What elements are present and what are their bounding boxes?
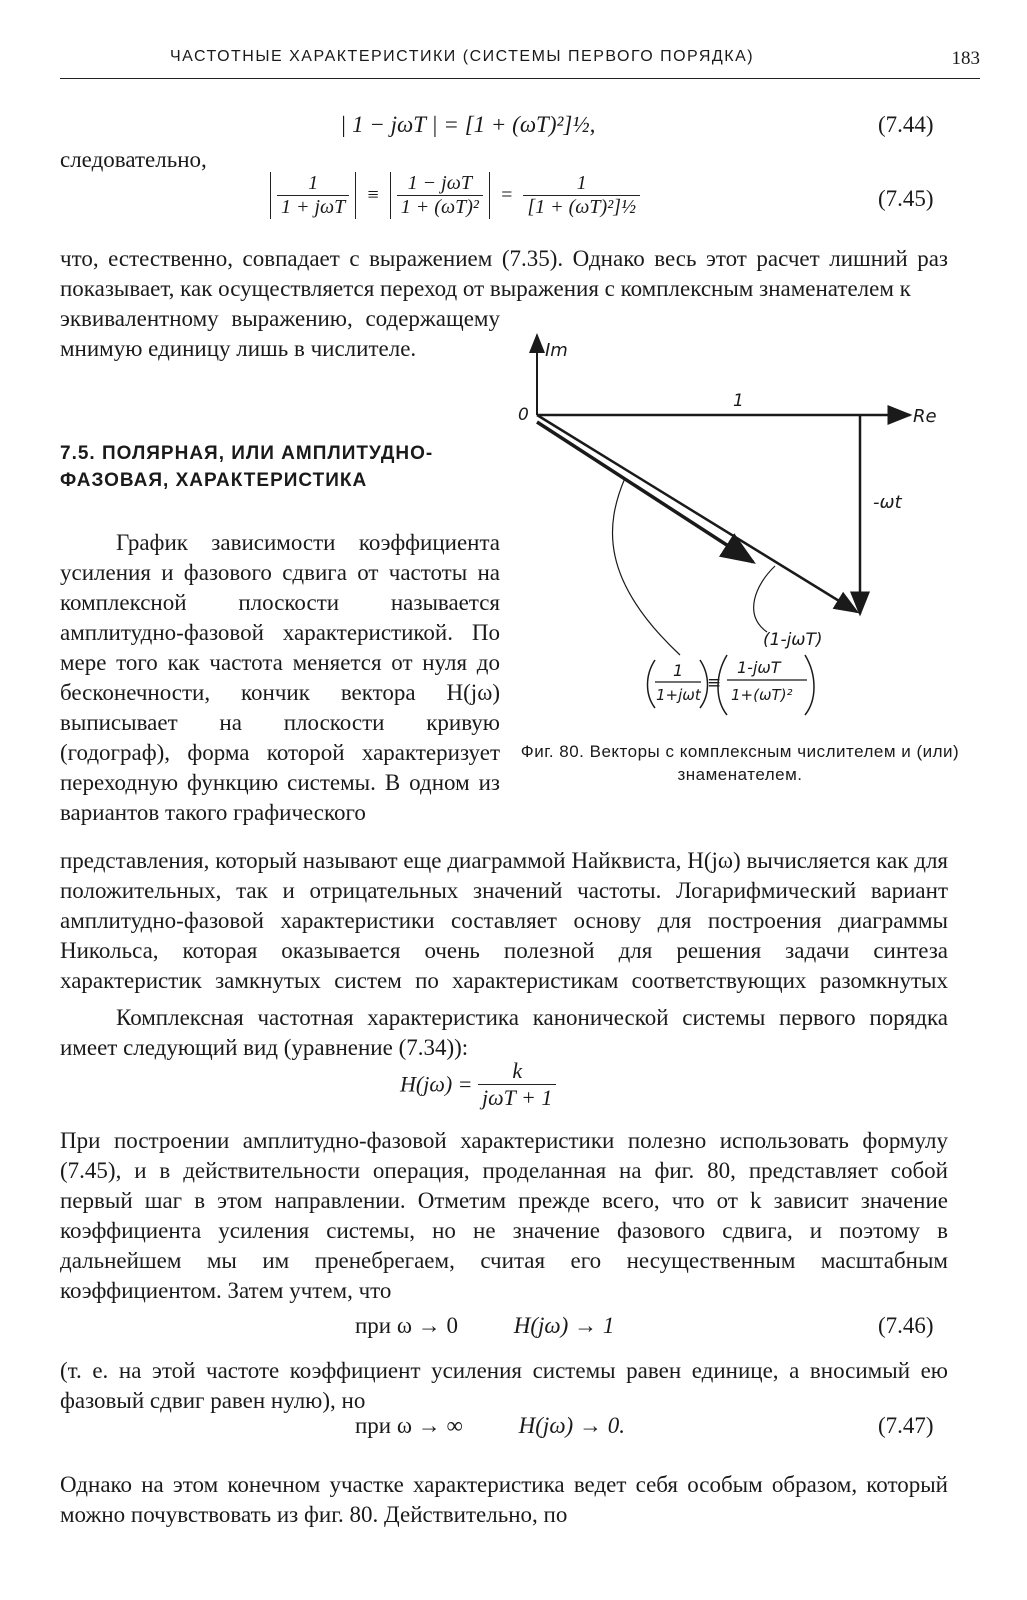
paragraph-2: График зависимости коэффициента усиления и фазового сдвига от частоты на комплексной плоскости называется амплитудно-фазовой характеристикой. По мере того как частота меняется от нуля до бесконечности, кончик вектора H(jω) выписывает на плоскости кривую (годограф), форма которой характеризует переходную функцию системы. В одном из вариантов такого графического <box>60 530 500 825</box>
header-title: ЧАСТОТНЫЕ ХАРАКТЕРИСТИКИ (СИСТЕМЫ ПЕРВОГО ПОРЯДКА) <box>170 48 755 65</box>
section-heading <box>60 440 500 494</box>
label-minus-wt: -ωt <box>873 492 902 513</box>
eq-7-47-result: H(jω) → 0. <box>518 1413 625 1438</box>
equation-h <box>400 1058 556 1111</box>
label-eq-left-den: 1+jωt <box>656 686 701 704</box>
paragraph-1-full <box>60 244 948 304</box>
word-therefore: следовательно, <box>60 147 207 172</box>
equation-7-45: $\frac{1}{\text{1 + jωT}}$ ≡ $\frac{\text{1 − jωT}}{\text{1 + (ωT)²}}$ = $\frac{1}{\text{[1 + (ωT)²]½}}$ <box>270 172 640 219</box>
label-eq-left-num: 1 <box>673 661 684 680</box>
paragraph-3: Комплексная частотная характеристика канонической системы первого порядка имеет следующий вид (уравнение (7.34)): <box>60 1005 948 1060</box>
paragraph-2-continuation <box>60 846 948 996</box>
label-vector: (1-jωT) <box>763 630 823 650</box>
paragraph-2-tail: представления, который называют еще диаграммой Найквиста, H(jω) вычисляется как для положительных, так и отрицательных значений частоты. Логарифмический вариант амплитудно-фазовой характеристики составляет основу для построения диаграммы Никольса, которая оказывается очень полезной для решения задачи синтеза характеристик замкнутых систем по характеристикам соответствующих разомкнутых <box>60 848 948 993</box>
eq-7-45-a-num: 1 <box>277 172 349 196</box>
eq-7-45-number: (7.45) <box>878 186 934 211</box>
eq-7-45-b-den: 1 + (ωT)² <box>400 196 479 218</box>
eq-7-45-c-num: 1 <box>523 172 640 196</box>
vector-reciprocal <box>537 422 753 562</box>
eq-7-47-number: (7.47) <box>878 1413 934 1438</box>
eq-7-44-right: = [1 + (ωT)²]½, <box>443 112 596 137</box>
label-eq-sign: ≡ <box>707 673 722 693</box>
label-im: Im <box>545 340 568 361</box>
paragraph-5: (т. е. на этой частоте коэффициент усиления системы равен единице, а вносимый ею фазовый сдвиг равен нулю), но <box>60 1358 948 1413</box>
eq-h-num: k <box>478 1058 556 1085</box>
eq-7-45-a-den: 1 + jωT <box>281 196 346 218</box>
figure-80 <box>505 330 965 725</box>
label-origin: 0 <box>518 405 529 425</box>
eq-7-46-cond: при ω → 0 <box>355 1313 459 1338</box>
eq-7-47-cond: при ω → ∞ <box>355 1413 463 1438</box>
section-title: ПОЛЯРНАЯ, ИЛИ АМПЛИТУДНО-ФАЗОВАЯ, ХАРАКТЕРИСТИКА <box>60 443 434 491</box>
eq-h-den: jωT + 1 <box>482 1085 553 1110</box>
eq-7-44-number: (7.44) <box>878 112 934 137</box>
paragraph-6: Однако на этом конечном участке характеристика ведет себя особым образом, который можно почувствовать из фиг. 80. Действительно, по <box>60 1472 948 1527</box>
running-header <box>60 48 980 79</box>
label-re: Re <box>913 406 937 427</box>
page-number: 183 <box>951 48 980 69</box>
paragraph-1-narrow: эквивалентному выражению, содержащему мнимую единицу лишь в числителе. <box>60 306 500 361</box>
paragraph-1: что, естественно, совпадает с выражением (7.35). Однако весь этот расчет лишний раз показывает, как осуществляется переход от выражения с комплексным знаменателем к <box>60 246 948 301</box>
figure-caption: Фиг. 80. Векторы с комплексным числителем и (или) знаменателем. <box>520 742 960 784</box>
label-one: 1 <box>733 391 744 411</box>
equation-7-47 <box>355 1413 625 1439</box>
label-eq-right-num: 1-jωT <box>737 658 781 677</box>
label-eq-right-den: 1+(ωT)² <box>731 686 793 704</box>
eq-7-45-b-num: 1 − jωT <box>397 172 483 196</box>
section-number: 7.5. <box>60 443 96 464</box>
leader-curve-right <box>754 566 775 632</box>
eq-h-left: H(jω) = <box>400 1071 473 1097</box>
eq-7-46-result: H(jω) → 1 <box>513 1313 615 1338</box>
eq-7-46-number: (7.46) <box>878 1313 934 1338</box>
paragraph-2-column <box>60 528 500 846</box>
eq-7-45-c-den: [1 + (ωT)²]½ <box>527 196 636 218</box>
vector-1-minus-jwt <box>537 415 857 612</box>
equation-7-44 <box>340 112 595 138</box>
eq-7-44-left: | 1 − jωT | <box>340 112 438 137</box>
paragraph-4: При построении амплитудно-фазовой характеристики полезно использовать формулу (7.45), и в действительности операция, проделанная на фиг. 80, представляет собой первый шаг в этом направлении. Отметим прежде всего, что от k зависит значение коэффициента усиления системы, но не значение фазового сдвига, и поэтому в дальнейшем мы им пренебрегаем, считая его несущественным масштабным коэффициентом. Затем учтем, что <box>60 1128 948 1303</box>
leader-curve-left <box>612 478 680 655</box>
equation-7-46 <box>355 1313 614 1339</box>
